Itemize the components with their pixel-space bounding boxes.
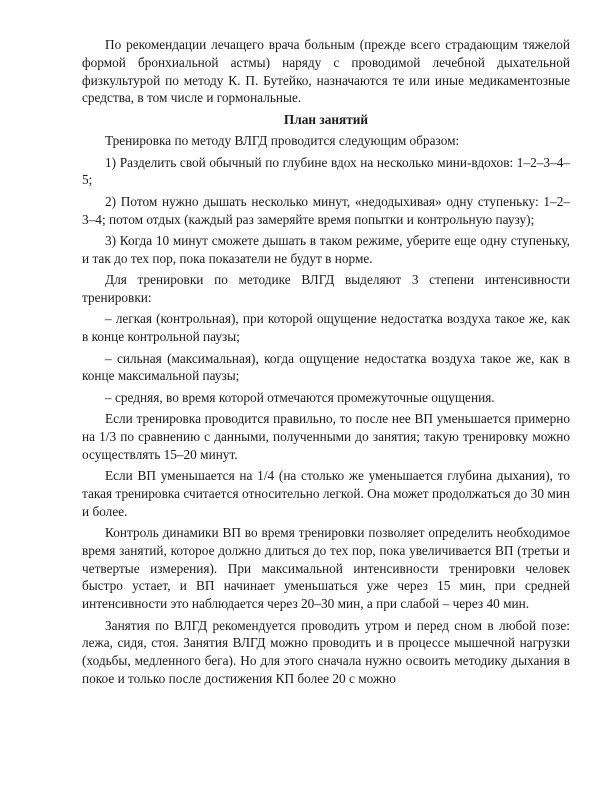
bullet-light: – легкая (контрольная), при которой ощущение недостатка воздуха такое же, как в конце контрольной паузы; (82, 311, 570, 345)
paragraph-correct-training: Если тренировка проводится правильно, то после нее ВП уменьшается примерно на 1/3 по сравнению с данными, полученными до занятия; такую тренировку можно осуществлять 15–20 минут. (82, 411, 570, 462)
paragraph-schedule: Занятия по ВЛГД рекомендуется проводить утром и перед сном в любой позе: лежа, сидя, стоя. Занятия ВЛГД можно проводить и в процессе мышечной нагрузки (ходьбы, медленного бега). Но для этого сначала нужно освоить методику дыхания в покое и только после достижения КП более 20 с можно (82, 617, 570, 687)
paragraph-intensity-levels: Для тренировки по методике ВЛГД выделяют 3 степени интенсивности тренировки: (82, 272, 570, 305)
paragraph-vp-control: Контроль динамики ВП во время тренировки позволяет определить необходимое время занятий, которое должно длиться до тех пор, пока увеличивается ВП (третьи и четвертые измерения). При максимальной интенсивности тренировки человек быстро устает, и ВП начинает уменьшаться уже через 15 мин, при средней интенсивности это наблюдается через 20–30 мин, а при слабой – через 40 мин. (82, 525, 570, 612)
section-title: План занятий (283, 111, 369, 127)
document-page (82, 36, 570, 691)
step-1: 1) Разделить свой обычный по глубине вдох на несколько мини-вдохов: 1–2–3–4–5; (82, 154, 570, 188)
bullet-strong: – сильная (максимальная), когда ощущение недостатка воздуха такое же, как в конце максимальной паузы; (82, 350, 570, 384)
intro-paragraph: По рекомендации лечащего врача больным (прежде всего страдающим тяжелой формой бронхиальной астмы) наряду с проводимой лечебной дыхательной физкультурой по методу К. П. Бутейко, назначаются те или иные медикаментозные средства, в том числе и гормональные. (82, 37, 570, 106)
step-2: 2) Потом нужно дышать несколько минут, «недодыхивая» одну ступеньку: 1–2–3–4; потом отдых (каждый раз замеряйте время попытки и контрольную паузу); (82, 193, 570, 227)
paragraph-method-intro: Тренировка по методу ВЛГД проводится следующим образом: (105, 133, 460, 149)
step-3: 3) Когда 10 минут сможете дышать в таком режиме, уберите еще одну ступеньку, и так до тех пор, пока показатели не будут в норме. (82, 232, 570, 266)
paragraph-light-training: Если ВП уменьшается на 1/4 (на столько же уменьшается глубина дыхания), то такая тренировка считается относительно легкой. Она может продолжаться до 30 мин и более. (82, 468, 570, 519)
bullet-medium: – средняя, во время которой отмечаются промежуточные ощущения. (105, 389, 495, 405)
